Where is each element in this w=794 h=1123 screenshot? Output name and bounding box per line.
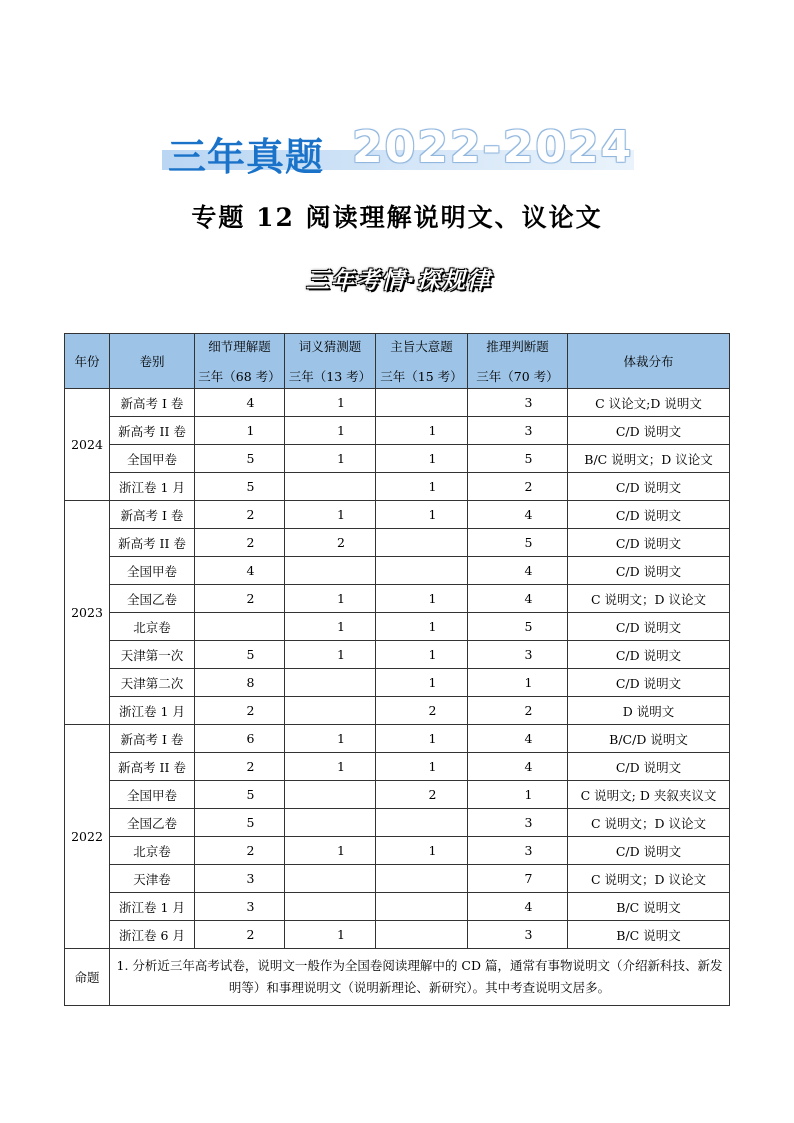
year-cell: 2023 [65,501,110,725]
cell-vocab [285,865,376,893]
cell-detail: 2 [195,921,285,949]
cell-paper: 天津第二次 [110,669,195,697]
cell-main-idea: 2 [376,697,468,725]
cell-main-idea: 1 [376,837,468,865]
cell-main-idea: 1 [376,473,468,501]
cell-vocab [285,809,376,837]
header-detail-count: 三年（68 考） [198,369,281,384]
note-text: 1. 分析近三年高考试卷，说明文一般作为全国卷阅读理解中的 CD 篇，通常有事物说明文（介绍新科技、新发明等）和事理说明文（说明新理论、新研究）。其中考查说明文居多。 [110,949,730,1006]
cell-detail: 8 [195,669,285,697]
cell-genre: C/D 说明文 [568,473,730,501]
cell-detail: 4 [195,557,285,585]
cell-genre: C/D 说明文 [568,753,730,781]
cell-paper: 北京卷 [110,837,195,865]
header-detail-title: 细节理解题 [208,339,271,354]
cell-paper: 新高考 I 卷 [110,389,195,417]
table-row [65,557,730,585]
cell-vocab [285,669,376,697]
cell-genre: C/D 说明文 [568,501,730,529]
cell-detail: 2 [195,837,285,865]
cell-vocab: 1 [285,753,376,781]
cell-vocab [285,697,376,725]
table-row [65,781,730,809]
note-label: 命题 [65,949,110,1006]
cell-genre: B/C 说明文；D 议论文 [568,445,730,473]
title-banner [162,118,634,178]
cell-paper: 全国甲卷 [110,781,195,809]
cell-inference: 4 [468,585,568,613]
cell-genre: D 说明文 [568,697,730,725]
header-inference-count: 三年（70 考） [476,369,559,384]
cell-paper: 新高考 I 卷 [110,501,195,529]
year-cell: 2022 [65,725,110,949]
cell-vocab: 1 [285,921,376,949]
cell-detail: 5 [195,445,285,473]
section-subtitle: 三年考情·探规律 [306,268,492,294]
cell-paper: 全国乙卷 [110,809,195,837]
cell-main-idea: 1 [376,669,468,697]
cell-main-idea [376,865,468,893]
cell-vocab: 1 [285,641,376,669]
cell-main-idea: 1 [376,641,468,669]
cell-paper: 浙江卷 1 月 [110,473,195,501]
cell-main-idea: 1 [376,753,468,781]
banner-title: 三年真题 [168,135,325,179]
cell-inference: 5 [468,613,568,641]
cell-paper: 新高考 II 卷 [110,753,195,781]
cell-main-idea [376,529,468,557]
table-row [65,501,730,529]
header-inference [468,334,568,389]
cell-genre: C/D 说明文 [568,557,730,585]
cell-detail: 5 [195,809,285,837]
cell-paper: 浙江卷 1 月 [110,893,195,921]
header-detail [195,334,285,389]
year-cell: 2024 [65,389,110,501]
topic-heading: 专题 12 阅读理解说明文、议论文 [191,203,603,232]
cell-inference: 1 [468,669,568,697]
cell-genre: B/C/D 说明文 [568,725,730,753]
cell-main-idea: 1 [376,613,468,641]
cell-main-idea: 1 [376,585,468,613]
table-row [65,697,730,725]
cell-paper: 全国甲卷 [110,445,195,473]
cell-genre: C/D 说明文 [568,669,730,697]
cell-inference: 4 [468,753,568,781]
cell-inference: 1 [468,781,568,809]
cell-detail: 5 [195,641,285,669]
cell-paper: 全国甲卷 [110,557,195,585]
cell-genre: C/D 说明文 [568,837,730,865]
cell-vocab: 1 [285,837,376,865]
cell-detail: 2 [195,501,285,529]
table-row [65,641,730,669]
cell-main-idea: 1 [376,501,468,529]
cell-vocab: 1 [285,725,376,753]
cell-paper: 浙江卷 6 月 [110,921,195,949]
cell-paper: 天津卷 [110,865,195,893]
cell-vocab: 1 [285,501,376,529]
table-row [65,865,730,893]
cell-vocab: 2 [285,529,376,557]
cell-detail: 2 [195,585,285,613]
header-vocab-title: 词义猜测题 [298,339,362,354]
cell-detail: 2 [195,697,285,725]
cell-detail [195,613,285,641]
cell-inference: 4 [468,557,568,585]
cell-inference: 3 [468,837,568,865]
cell-inference: 2 [468,473,568,501]
cell-paper: 全国乙卷 [110,585,195,613]
cell-paper: 新高考 II 卷 [110,529,195,557]
cell-vocab [285,473,376,501]
cell-inference: 3 [468,921,568,949]
cell-genre: C 议论文;D 说明文 [568,389,730,417]
table-row [65,445,730,473]
header-inference-title: 推理判断题 [486,339,549,354]
cell-genre: C/D 说明文 [568,529,730,557]
header-genre: 体裁分布 [568,334,730,389]
cell-paper: 天津第一次 [110,641,195,669]
cell-genre: C 说明文；D 议论文 [568,809,730,837]
cell-genre: C 说明文; D 夹叙夹议文 [568,781,730,809]
table-row [65,585,730,613]
cell-detail: 3 [195,893,285,921]
cell-inference: 5 [468,445,568,473]
table-row [65,389,730,417]
header-main-idea-title: 主旨大意题 [390,339,453,354]
cell-paper: 新高考 II 卷 [110,417,195,445]
cell-vocab [285,781,376,809]
header-vocab [285,334,376,389]
cell-detail: 2 [195,753,285,781]
cell-paper: 浙江卷 1 月 [110,697,195,725]
cell-vocab [285,893,376,921]
cell-detail: 6 [195,725,285,753]
cell-main-idea [376,893,468,921]
cell-detail: 5 [195,781,285,809]
table-row [65,725,730,753]
cell-inference: 7 [468,865,568,893]
header-vocab-count: 三年（13 考） [288,369,372,384]
cell-inference: 2 [468,697,568,725]
cell-main-idea: 2 [376,781,468,809]
table-row [65,809,730,837]
cell-detail: 1 [195,417,285,445]
cell-genre: C 说明文；D 议论文 [568,865,730,893]
cell-detail: 4 [195,389,285,417]
cell-main-idea: 1 [376,417,468,445]
cell-inference: 3 [468,389,568,417]
cell-paper: 北京卷 [110,613,195,641]
table-row [65,893,730,921]
cell-vocab: 1 [285,417,376,445]
cell-vocab: 1 [285,613,376,641]
table-row [65,613,730,641]
note-row [65,949,730,1006]
cell-genre: B/C 说明文 [568,921,730,949]
cell-main-idea [376,557,468,585]
cell-inference: 3 [468,641,568,669]
table-header-row [65,334,730,389]
header-main-idea-count: 三年（15 考） [380,369,463,384]
table-row [65,529,730,557]
table-row [65,669,730,697]
cell-detail: 3 [195,865,285,893]
cell-detail: 2 [195,529,285,557]
cell-vocab: 1 [285,445,376,473]
header-main-idea [376,334,468,389]
cell-vocab [285,557,376,585]
cell-main-idea [376,809,468,837]
exam-stats-table [64,333,730,1006]
table-body [65,389,730,949]
table-row [65,921,730,949]
cell-genre: C/D 说明文 [568,417,730,445]
cell-paper: 新高考 I 卷 [110,725,195,753]
table-row [65,473,730,501]
table-row [65,753,730,781]
cell-genre: B/C 说明文 [568,893,730,921]
cell-inference: 3 [468,809,568,837]
cell-vocab: 1 [285,389,376,417]
cell-vocab: 1 [285,585,376,613]
header-paper: 卷别 [110,334,195,389]
cell-main-idea: 1 [376,725,468,753]
cell-inference: 4 [468,725,568,753]
cell-inference: 3 [468,417,568,445]
cell-inference: 4 [468,893,568,921]
cell-inference: 5 [468,529,568,557]
cell-main-idea [376,389,468,417]
cell-genre: C/D 说明文 [568,641,730,669]
table-row [65,417,730,445]
header-year: 年份 [65,334,110,389]
cell-genre: C 说明文；D 议论文 [568,585,730,613]
cell-inference: 4 [468,501,568,529]
cell-main-idea [376,921,468,949]
cell-genre: C/D 说明文 [568,613,730,641]
banner-years: 2022-2024 [352,122,634,173]
cell-detail: 5 [195,473,285,501]
table-row [65,837,730,865]
cell-main-idea: 1 [376,445,468,473]
